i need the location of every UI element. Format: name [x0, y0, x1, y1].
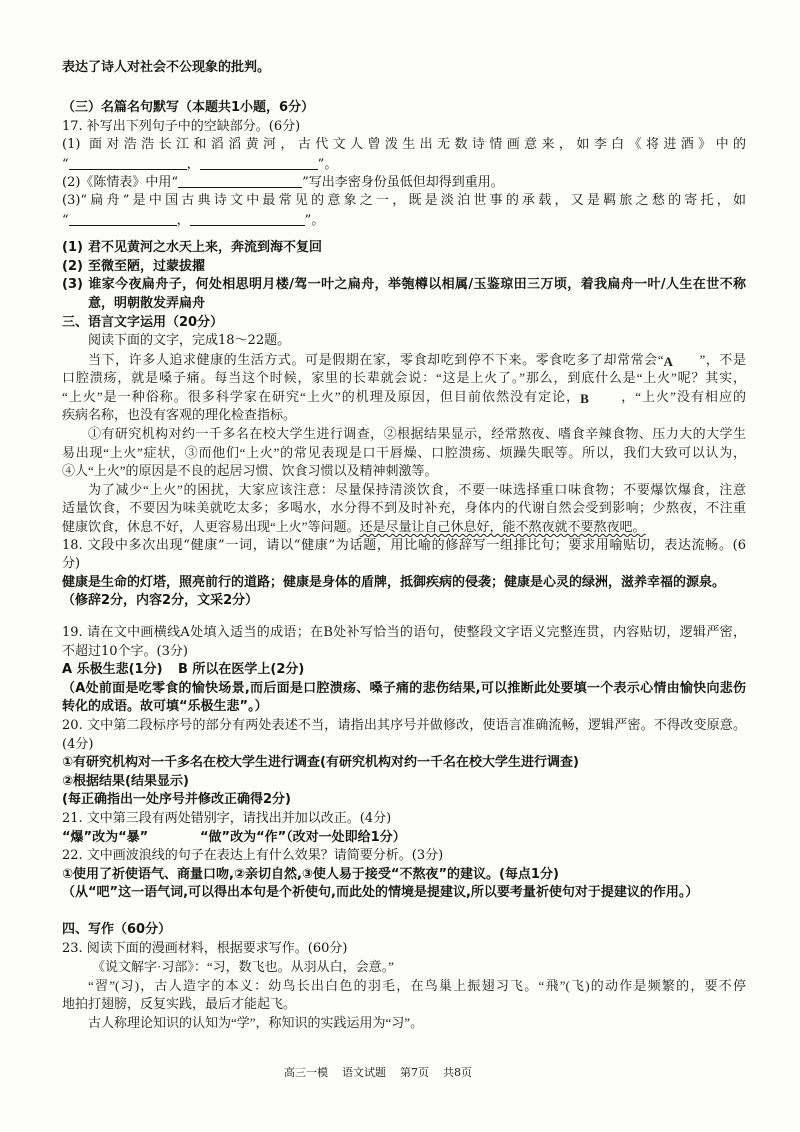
q17-item1-text: (1) 面对浩浩长江和滔滔黄河，古代文人曾泼生出无数诗情画意来，如李白《将进酒》中的 — [62, 137, 746, 153]
q17-answer-3 — [62, 276, 746, 295]
q19-explanation: （A处前面是吃零食的愉快场景,而后面是口腔溃疡、嗓子痛的悲伤结果,可以推断此处要填一个表示心情由愉快向悲伤 — [62, 680, 746, 696]
page-content — [62, 59, 746, 1032]
q23-material-line: 《说文解字·习部》：“习，数飞也。从羽从白，会意。” — [92, 959, 394, 975]
q19-answer-b: B 所以在医学上(2分) — [178, 662, 305, 678]
footer-total-pages: 共8页 — [443, 1066, 472, 1079]
q21-stem: 21. 文中第三段有两处错别字，请找出并加以改正。(4分) — [62, 810, 392, 826]
passage-text: “上火”是一种俗称。很多科学家在研究“上火”的机理及原因，但目前依然没有定论， — [62, 388, 581, 404]
q20-stem: 20. 文中第二段标序号的部分有两处表述不当，请指出其序号并做修改，使语言准确流畅，逻辑严密。不得改变原意。 — [62, 717, 746, 733]
blank-a: A — [664, 355, 700, 370]
passage-line: ①有研究机构对约一千多名在校大学生进行调查，②根据结果显示，经常熬夜、嗜食辛辣食物、压力大的大学生 — [88, 426, 746, 442]
answer-text: 至微至陋，过蒙拔擢 — [88, 258, 206, 274]
q18-stem: 18. 文段中多次出现“健康”一词，请以“健康”为话题，用比喻的修辞写一组排比句；要求用喻贴切，表达流畅。(6 — [62, 537, 746, 553]
passage-line — [62, 518, 746, 537]
passage-line: 易出现“上火”症状，③而他们“上火”的常见表现是口干唇燥、口腔溃疡、烦躁失眠等。所以，我们大致可以认为， — [62, 444, 746, 460]
q20-scoring: (每正确指出一处序号并修改正确得2分) — [62, 792, 291, 808]
q19-stem: 19. 请在文中画横线A处填入适当的成语；在B处补写恰当的语句，使整段文字语义完整连贯，内容贴切，逻辑严密， — [62, 625, 746, 641]
open-quote: “ — [62, 212, 69, 228]
q23-material-line: 地拍打翅膀，反复实践，最后才能起飞。 — [62, 996, 297, 1012]
q17-answer-1 — [62, 239, 746, 258]
q17-item3-blanks — [62, 211, 746, 230]
section-heading-language-use: 三、语言文字运用（20分） — [62, 314, 224, 330]
q17-item3-text: (3)“扁舟”是中国古典诗文中最常见的意象之一，既是淡泊世事的承载，又是羁旅之愁的寄托，如 — [62, 192, 746, 208]
q21-answer-1: “爆”改为“暴” — [62, 829, 149, 845]
passage-text: 当下，许多人追求健康的生活方式。可是假期在家，零食却吃到停不下来。零食吃多了却常常会“ — [88, 351, 664, 367]
page-footer — [284, 1066, 486, 1080]
q21-answers — [62, 829, 746, 848]
section-heading-writing: 四、写作（60分） — [62, 921, 172, 937]
q22-answer: ①使用了祈使语气、商量口吻,②亲切自然,③使人易于接受“不熬夜”的建议。(每点1分) — [62, 866, 559, 882]
q17-item1-blanks — [62, 155, 746, 174]
q17-stem: 17. 补写出下列句子中的空缺部分。(6分) — [62, 118, 301, 134]
q19-answer-a: A 乐极生悲(1分) — [62, 662, 163, 678]
q18-scoring: （修辞2分，内容2分，文采2分） — [62, 593, 259, 609]
q20-answer-1: ①有研究机构对一千多名在校大学生进行调查(有研究机构对约一千名在校大学生进行调查) — [62, 755, 579, 771]
passage-line: ④人“上火”的原因是不良的起居习惯、饮食习惯以及精神刺激等。 — [62, 463, 438, 479]
q18-stem-continued: 分) — [62, 556, 81, 572]
q22-stem: 22. 文中画波浪线的句子在表达上有什么效果？请简要分析。(3分) — [62, 848, 444, 864]
fill-blank — [178, 173, 302, 188]
answer-label: (1) — [62, 240, 83, 256]
blank-b: B — [580, 392, 620, 407]
passage-text: ，“上火”没有相应的 — [620, 388, 746, 404]
q19-answers — [62, 661, 746, 680]
q17-item2-before: (2)《陈情表》中用“ — [62, 175, 179, 191]
q20-stem-continued: (4分) — [62, 736, 94, 752]
q21-answer-2: “做”改为“作”（改对一处即给1分） — [200, 829, 406, 845]
q17-answer-3-continued: 意，明朝散发弄扁舟 — [88, 295, 206, 311]
q19-explanation-continued: 转化的成语。故可填“乐极生悲”。） — [62, 699, 268, 715]
q23-material-line: 古人称理论知识的认知为“学”，称知识的实践运用为“习”。 — [88, 1014, 424, 1030]
answer-label: (2) — [62, 258, 83, 274]
answer-text: 君不见黄河之水天上来，奔流到海不复回 — [88, 240, 323, 256]
q17-item2-after: ”写出李密身份虽低但却得到重用。 — [302, 175, 504, 191]
fill-blank — [69, 155, 187, 170]
footer-subject: 语文试题 — [342, 1066, 386, 1079]
comma: ， — [186, 156, 200, 172]
q20-answer-2: ②根据结果(结果显示) — [62, 773, 189, 789]
passage-line: 口腔溃疡，就是嗓子痛。每当这个时候，家里的长辈就会说：“这是上火了。”那么，到底什么是“上火”呢？其实， — [62, 370, 746, 386]
q19-stem-continued: 不超过10个字。(3分) — [62, 643, 188, 659]
passage-text: ”，不是 — [699, 351, 746, 367]
answer-text: 谁家今夜扁舟子，何处相思明月楼/驾一叶之扁舟，举匏樽以相属/玉鉴琼田三万顷，着我扁舟一叶/人生在世不称 — [88, 277, 746, 293]
q17-item2 — [62, 173, 746, 192]
passage-line — [62, 388, 746, 407]
fill-blank — [200, 155, 318, 170]
comma: ， — [176, 212, 190, 228]
previous-answer-tail: 表达了诗人对社会不公现象的批判。 — [62, 60, 271, 75]
footer-exam: 高三一模 — [284, 1066, 328, 1079]
close-quote: ”。 — [317, 156, 338, 172]
fill-blank — [69, 211, 177, 226]
passage-line: 适量饮食，不要因为味美就吃太多；多喝水，水分得不到及时补充，身体内的代谢自然会受到影响；少熬夜，不注重 — [62, 500, 746, 516]
footer-page-number: 第7页 — [400, 1066, 429, 1079]
answer-label: (3) — [62, 277, 83, 293]
passage-line — [62, 351, 746, 370]
fill-blank — [190, 211, 305, 226]
q23-stem: 23. 阅读下面的漫画材料，根据要求写作。(60分) — [62, 940, 348, 956]
passage-line: 疾病名称，也没有客观的理化检查指标。 — [62, 407, 297, 423]
q18-answer: 健康是生命的灯塔，照亮前行的道路；健康是身体的盾牌，抵御疾病的侵袭；健康是心灵的绿洲，滋养幸福的源泉。 — [62, 574, 726, 590]
close-quote: ”。 — [304, 212, 325, 228]
open-quote: “ — [62, 156, 69, 172]
passage-line: 为了减少“上火”的困扰，大家应该注意：尽量保持清淡饮食，不要一味选择重口味食物；不要爆饮爆食，注意 — [88, 481, 746, 497]
passage-text: 健康饮食，休息不好，人更容易出现“上火”等问题。 — [62, 519, 360, 535]
wavy-underlined-sentence: 还是尽量让自己休息好，能不熬夜就不要熬夜吧。 — [359, 519, 646, 535]
q22-explanation: （从“吧”这一语气词,可以得出本句是个祈使句,而此处的情境是提建议,所以要考量祈使句对于提建议的作用。） — [62, 885, 699, 901]
reading-instruction: 阅读下面的文字，完成18～22题。 — [88, 333, 291, 349]
q17-answer-2 — [62, 258, 746, 277]
section-heading-dictation: （三）名篇名句默写（本题共1小题，6分） — [62, 99, 315, 115]
q23-material-line: “習”(习)，古人造字的本义：幼鸟长出白色的羽毛，在鸟巢上振翅习飞。“飛”(飞)的动作是频繁的，要不停 — [88, 977, 746, 993]
